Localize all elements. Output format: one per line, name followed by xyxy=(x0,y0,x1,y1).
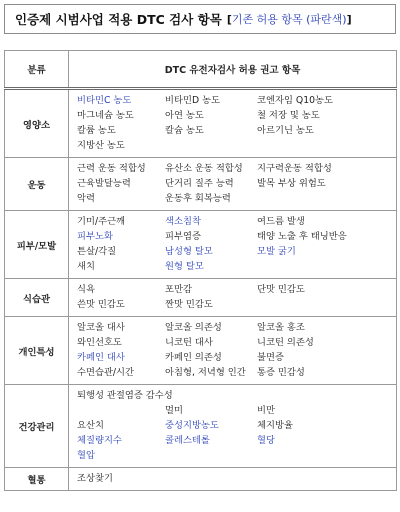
items-cell xyxy=(69,385,397,468)
category-cell: 영양소 xyxy=(5,89,69,158)
item-label: 알코올 의존성 xyxy=(165,322,222,333)
item-label: 색소침착 xyxy=(165,216,201,227)
item-label: 근력 운동 적합성 xyxy=(77,163,146,174)
item-label: 철 저장 및 농도 xyxy=(257,110,320,121)
item-label: 통증 민감성 xyxy=(257,367,305,378)
table-row xyxy=(5,89,397,158)
item-label: 칼륨 농도 xyxy=(77,125,116,136)
item-label: 아침형, 저녁형 인간 xyxy=(165,367,246,378)
item-label: 근육발달능력 xyxy=(77,178,131,189)
item-label: 남성형 탈모 xyxy=(165,246,213,257)
item-label: 마그네슘 농도 xyxy=(77,110,134,121)
items-grid xyxy=(77,95,392,152)
items-cell xyxy=(69,158,397,211)
item-label: 기미/주근깨 xyxy=(77,216,126,227)
item-label: 카페인 대사 xyxy=(77,352,125,363)
item-label: 칼슘 농도 xyxy=(165,125,204,136)
item-label: 새치 xyxy=(77,261,95,272)
item-label: 알코올 대사 xyxy=(77,322,125,333)
item-label: 요산치 xyxy=(77,420,104,431)
table-row xyxy=(5,211,397,279)
item-label: 체질량지수 xyxy=(77,435,122,446)
items-grid xyxy=(77,322,392,379)
item-label: 운동후 회복능력 xyxy=(165,193,231,204)
item-label: 태양 노출 후 태닝반응 xyxy=(257,231,347,242)
item-label: 비만 xyxy=(257,405,275,416)
item-label: 조상찾기 xyxy=(77,473,113,484)
table-row xyxy=(5,279,397,317)
item-label: 코엔자임 Q10농도 xyxy=(257,95,333,106)
items-cell xyxy=(69,211,397,279)
item-label: 포만감 xyxy=(165,284,192,295)
items-cell xyxy=(69,317,397,385)
table-header-row xyxy=(5,51,397,89)
item-label: 카페인 의존성 xyxy=(165,352,222,363)
page-title: 인증제 시범사업 적용 DTC 검사 항목 xyxy=(15,12,222,27)
items-grid xyxy=(77,163,392,205)
item-label: 원형 탈모 xyxy=(165,261,204,272)
items-cell xyxy=(69,89,397,158)
category-cell: 운동 xyxy=(5,158,69,211)
item-label: 불면증 xyxy=(257,352,284,363)
item-label: 악력 xyxy=(77,193,95,204)
items-cell xyxy=(69,279,397,317)
item-label: 지방산 농도 xyxy=(77,140,125,151)
items-cell xyxy=(69,468,397,491)
item-label: 피부노화 xyxy=(77,231,113,242)
item-label: 혈압 xyxy=(77,450,95,461)
category-cell: 피부/모발 xyxy=(5,211,69,279)
item-label: 아르기닌 농도 xyxy=(257,125,314,136)
item-label: 중성지방농도 xyxy=(165,420,219,431)
items-grid xyxy=(77,284,392,311)
item-label: 퇴행성 관절염증 감수성 xyxy=(77,390,173,401)
item-label: 발목 부상 위험도 xyxy=(257,178,326,189)
item-label: 니코틴 대사 xyxy=(165,337,213,348)
category-cell: 혈통 xyxy=(5,468,69,491)
item-label: 수면습관/시간 xyxy=(77,367,135,378)
item-label: 짠맛 민감도 xyxy=(165,299,213,310)
table-row xyxy=(5,468,397,491)
header-category: 분류 xyxy=(5,51,69,89)
category-cell: 건강관리 xyxy=(5,385,69,468)
item-label: 콜레스테롤 xyxy=(165,435,210,446)
item-label: 쓴맛 민감도 xyxy=(77,299,125,310)
table-row xyxy=(5,158,397,211)
items-grid xyxy=(77,473,392,485)
category-cell: 식습관 xyxy=(5,279,69,317)
item-label: 단맛 민감도 xyxy=(257,284,305,295)
table-row xyxy=(5,317,397,385)
item-label: 피부염증 xyxy=(165,231,201,242)
title-box xyxy=(4,4,396,34)
title-note-text: 기존 허용 항목 (파란색) xyxy=(231,13,347,26)
item-label: 유산소 운동 적합성 xyxy=(165,163,243,174)
items-grid xyxy=(77,390,392,462)
item-label: 식욕 xyxy=(77,284,95,295)
item-label: 체지방율 xyxy=(257,420,293,431)
item-label: 알코올 홍조 xyxy=(257,322,305,333)
dtc-items-table xyxy=(4,50,397,491)
item-label: 비타민C 농도 xyxy=(77,95,132,106)
item-label: 단거리 질주 능력 xyxy=(165,178,234,189)
item-label: 혈당 xyxy=(257,435,275,446)
item-label: 비타민D 농도 xyxy=(165,95,221,106)
title-note: [기존 허용 항목 (파란색)] xyxy=(226,13,352,26)
item-label: 니코틴 의존성 xyxy=(257,337,314,348)
item-label: 아연 농도 xyxy=(165,110,204,121)
category-cell: 개인특성 xyxy=(5,317,69,385)
item-label: 멀미 xyxy=(165,405,183,416)
table-row xyxy=(5,385,397,468)
item-label: 와인선호도 xyxy=(77,337,122,348)
item-label: 지구력운동 적합성 xyxy=(257,163,332,174)
item-label: 여드름 발생 xyxy=(257,216,305,227)
item-label: 튼살/각질 xyxy=(77,246,117,257)
item-label: 모발 굵기 xyxy=(257,246,296,257)
table-body xyxy=(5,89,397,491)
header-items: DTC 유전자검사 허용 권고 항목 xyxy=(69,51,397,89)
items-grid xyxy=(77,216,392,273)
